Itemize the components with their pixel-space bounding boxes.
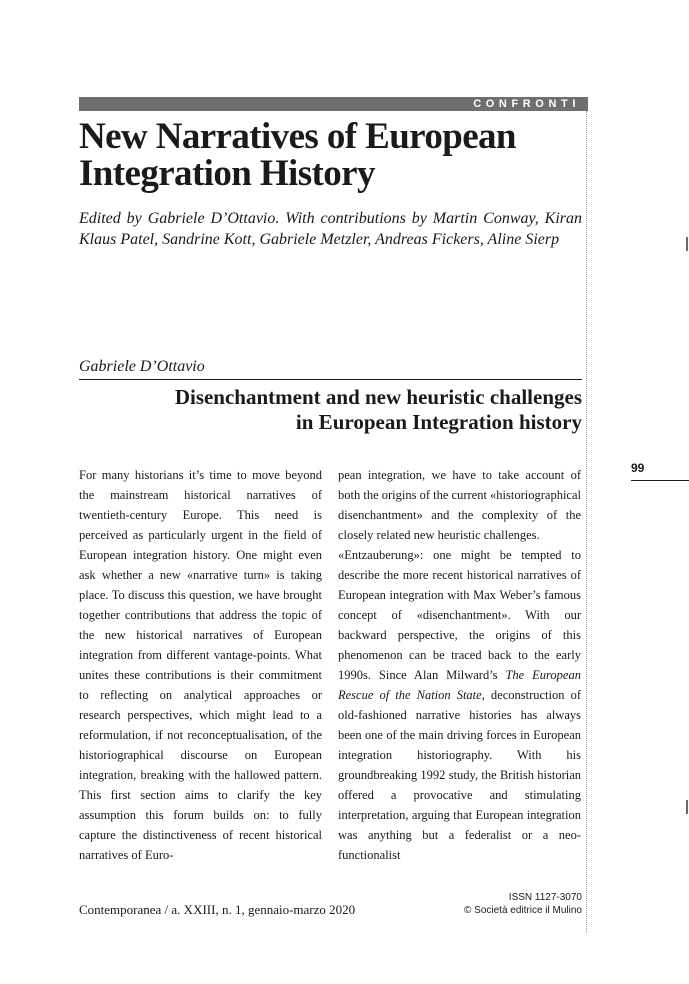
- book-title: The European Rescue of the Nation State: [338, 668, 581, 702]
- page-frame-line: [586, 111, 587, 933]
- article-title-line-2: in European Integration history: [295, 409, 582, 434]
- body-text: , deconstruction of old-fashioned narrative histories has always been one of the main driving forces in European integration historiography. With his groundbreaking 1992 study, the British historian offered a provocative and stimulating interpretation, arguing that European integration was anything but a federalist or a neo-functionalist: [338, 688, 581, 862]
- body-column-left: [79, 465, 322, 865]
- article-title: [79, 385, 582, 434]
- body-column-right: [338, 465, 581, 865]
- body-paragraph: [338, 545, 581, 865]
- publisher-info: [464, 892, 582, 917]
- journal-citation: Contemporanea / a. XXIII, n. 1, gennaio-marzo 2020: [79, 902, 356, 917]
- article-author: Gabriele D’Ottavio: [79, 358, 205, 375]
- copyright: © Società editrice il Mulino: [464, 904, 582, 916]
- body-text: «Entzauberung»: one might be tempted to describe the more recent historical narratives of European integration with Max Weber’s famous concept of «disenchantment». With our backward perspective, the origins of this phenomenon can be traced back to the early 1990s. Since Alan Milward’s: [338, 548, 581, 682]
- margin-tick-mark: [686, 800, 688, 814]
- issn: ISSN 1127-3070: [508, 892, 582, 903]
- body-paragraph: pean integration, we have to take account of both the origins of the current «historiographical disenchantment» and the complexity of the closely related new heuristic challenges.: [338, 468, 581, 542]
- section-label: CONFRONTI: [473, 98, 580, 110]
- section-header-bar: [79, 97, 588, 111]
- page-number-rule: [631, 480, 689, 481]
- author-divider: [79, 379, 582, 380]
- margin-tick-mark: [686, 237, 688, 251]
- forum-title: New Narratives of European Integration History: [79, 116, 516, 194]
- page-number: 99: [631, 461, 645, 475]
- editors-line: Edited by Gabriele D’Ottavio. With contributions by Martin Conway, Kiran Klaus Patel, Sandrine Kott, Gabriele Metzler, Andreas Fickers, Aline Sierp: [79, 210, 582, 248]
- article-title-line-1: Disenchantment and new heuristic challenges: [174, 385, 582, 409]
- body-paragraph: For many historians it’s time to move beyond the mainstream historical narratives of twentieth-century Europe. This need is perceived as particularly urgent in the field of European integration history. One might even ask whether a new «narrative turn» is taking place. To discuss this question, we have brought together contributions that address the topic of the new historical narratives of European integration from different vantage-points. What unites these contributions is their commitment to reflecting on analytical approaches or research perspectives, which might lead to a reformulation, if not reconceptualisation, of the historiographical discourse on European integration, breaking with the hallowed pattern. This first section aims to clarify the key assumption this forum builds on: to fully capture the distinctiveness of recent historical narratives of Euro-: [79, 468, 322, 862]
